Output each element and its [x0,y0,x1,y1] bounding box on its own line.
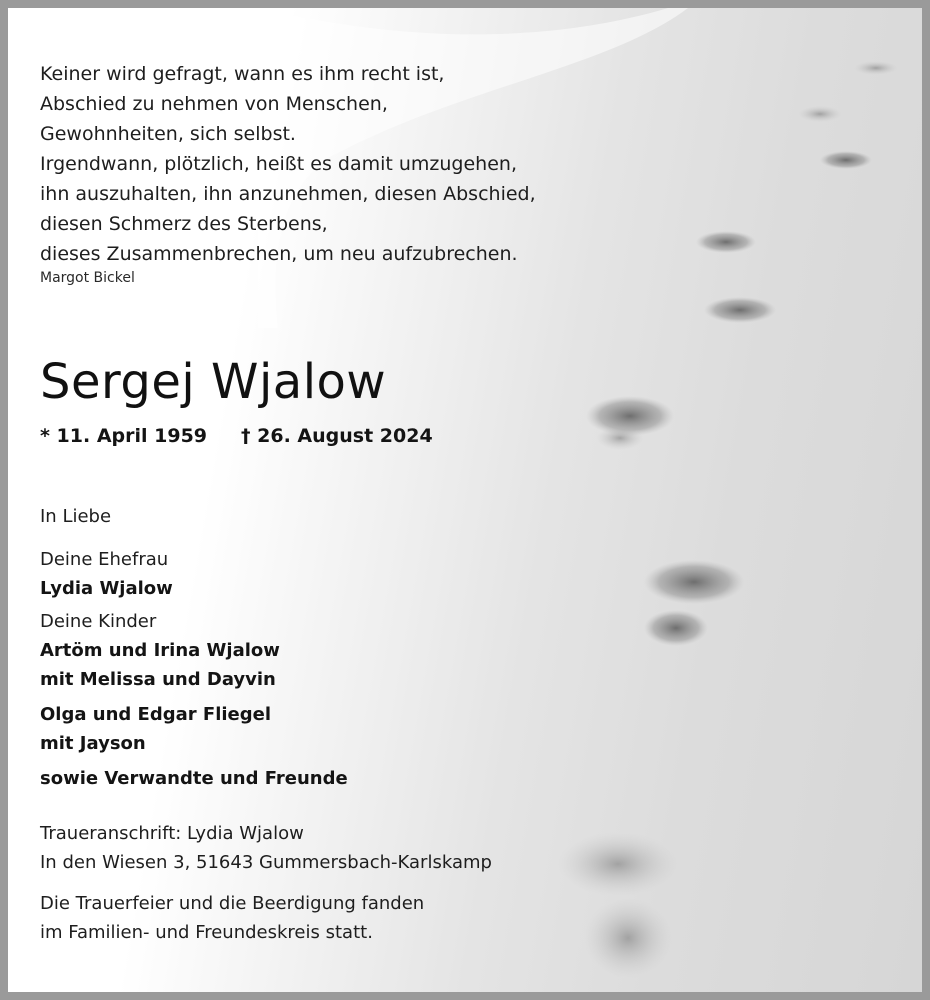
poem-line: diesen Schmerz des Sterbens, [40,213,328,235]
poem-line: Irgendwann, plötzlich, heißt es damit umzugehen, [40,153,517,175]
deceased-name: Sergej Wjalow [40,354,387,410]
other-mourners: sowie Verwandte und Freunde [40,768,348,789]
spouse-label: Deine Ehefrau [40,549,169,570]
poem-author: Margot Bickel [40,270,135,286]
child-family-1: Artöm und Irina Wjalow [40,640,280,661]
poem-line: ihn auszuhalten, ihn anzunehmen, diesen Abschied, [40,183,536,205]
life-dates [40,425,433,447]
ceremony-line-2: im Familien- und Freundeskreis statt. [40,922,373,943]
ceremony-line-1: Die Trauerfeier und die Beerdigung fanden [40,893,425,914]
poem-line: Keiner wird gefragt, wann es ihm recht ist, [40,63,445,85]
child-family-1-children: mit Melissa und Dayvin [40,669,276,690]
poem-line: Abschied zu nehmen von Menschen, [40,93,388,115]
death-date: † 26. August 2024 [241,425,433,447]
child-family-2: Olga und Edgar Fliegel [40,704,272,725]
spouse-name: Lydia Wjalow [40,578,173,599]
child-family-2-children: mit Jayson [40,733,146,754]
poem [40,59,536,269]
mourners-intro: In Liebe [40,506,112,527]
obituary-card [8,8,922,992]
address-line-2: In den Wiesen 3, 51643 Gummersbach-Karlskamp [40,852,492,873]
footprint-trail [558,61,898,978]
birth-date: * 11. April 1959 [40,425,208,447]
poem-line: dieses Zusammenbrechen, um neu aufzubrechen. [40,243,518,265]
children-label: Deine Kinder [40,611,157,632]
address-line-1: Traueranschrift: Lydia Wjalow [40,823,304,844]
poem-line: Gewohnheiten, sich selbst. [40,123,296,145]
